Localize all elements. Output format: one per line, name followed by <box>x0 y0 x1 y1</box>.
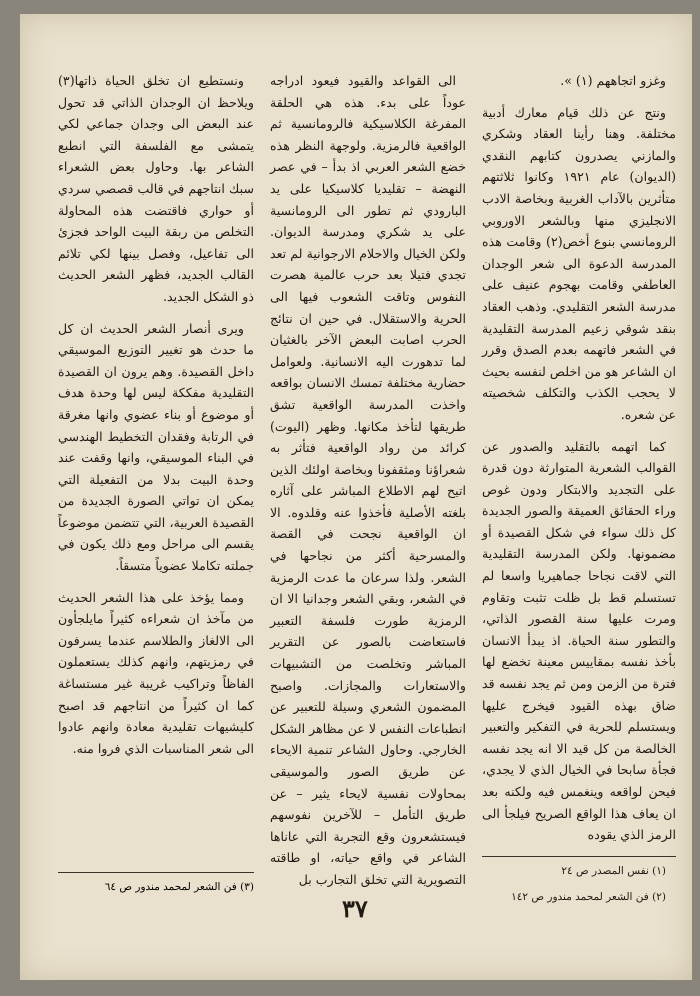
magazine-page <box>20 14 692 980</box>
paragraph: ومما يؤخذ على هذا الشعر الحديث من مآخذ ان شعراءه كثيراً مايلجأون الى الالغاز والطلاسم عندما يسرفون في رمزيتهم، وانهم كذلك يستعملون الفاظاً وتراكيب غريبة غير مستساغة كما ان كثيراً من انتاجهم قد اصبح كليشيهات تقليدية معادة وانهم عادوا الى شعر المناسبات الذي فروا منه. <box>58 589 254 756</box>
footnote-block-left <box>58 866 254 895</box>
text-column-right <box>482 70 676 915</box>
paragraph: ويرى أنصار الشعر الحديث ان كل ما حدث هو تغيير التوزيع الموسيقي داخل القصيدة. وهم يرون ان القصيدة التقليدية مفككة ليس لها وحدة هدف أو موضوع أو بناء عضوي وانها مغرقة في الرتابة وفقدان التخطيط الهندسي في البناء الموسيقي، وانها وقفت عند وحدة البيت بدلا من التفعيلة التي يمكن ان تواتي الصورة الجديدة من القصيدة العربية، التي تتضمن موضوعاً يقسم الى مراحل ومع ذلك يكون في جملته تكاملا عضوياً متسقاً. <box>58 320 254 574</box>
text-column-left <box>58 70 254 769</box>
text-column-middle <box>270 70 466 901</box>
footnote-divider <box>482 856 676 857</box>
footnote: (٣) فن الشعر لمحمد مندور ص ٦٤ <box>104 881 254 893</box>
footnote: (١) نفس المصدر ص ٢٤ <box>561 864 666 877</box>
paragraph: الى القواعد والقيود فيعود ادراجه عوداً على بدء. هذه هي الحلقة المفرغة الكلاسيكية فالرومانسية ثم الواقعية فالرمزية. ولوجهة النظر هذه خضع الشعر العربي اذ بدأ – في عصر النهضة – تقليديا كلاسيكيا على يد البارودي ثم تطور الى الرومانسية على يد شكري ومدرسة الديوان. ولكن الخيال والاحلام الارجوانية لم تعد تجدي فتيلا بعد حرب عالمية هصرت النفوس وتاقت الشعوب فيها الى الحرية والاستقلال. في حين ان نتائج الحرب اصابت البعض الآخر بالغثيان لما تدهورت اليه الانسانية. ولعوامل حضارية مختلفة تمسك الانسان بواقعه واخذت المدرسة الواقعية تشق طريقها لتأخذ مكانها. وظهر (اليوت) كرائد من رواد الواقعية فتأثر به شعراؤنا ومثقفونا وبخاصة اولئك الذين اتيح لهم الاطلاع المباشر على آثاره بلغته الأصلية فأخذوا عنه وقلدوه. الا ان الواقعية نجحت في القصة والمسرحية أكثر من نجاحها في الشعر. ولذا سرعان ما عدت الرمزية في الشعر، وبقي الشعر وجدانيا الا ان الرمزية طورت فلسفة التعبير فاستعاضت بالصور عن التقرير المباشر وتخلصت من التشبيهات والاستعارات والمجازات. واصبح المضمون الشعري وسيلة للتعبير عن انطباعات النفس لا عن مظاهر الشكل الخارجي. وحاول الشاعر تنمية الايحاء عن طريق الصور والموسيقى بمحاولات نفسية لايحاء يثير – عن طريق التأمل – للآخرين نفوسهم فيستشعرون وقع التجربة التي عاناها الشاعر في واقع حياته، او طاقته التصويرية التي تخلق التجارب بل <box>270 73 466 887</box>
paragraph: كما اتهمه بالتقليد والصدور عن القوالب الشعرية المتوارثة دون قدرة على التجديد والابتكار ودون غوص وراء الحقائق العميقة والصور الجديدة كل ذلك سواء في شكل القصيدة أو مضمونها. ولكن المدرسة التقليدية التي لاقت نجاحا جماهيريا واسعا لم تستسلم قط بل ظلت تثبت وتقاوم ومرت عليها سنة القصور الذاتي، والتطور سنة الحياة. اذ يبدأ الانسان بأخذ نفسه بمقاييس معينة تخضع لها فترة من الزمن ومن ثم يجد نفسه قد ضاق بهذه القيود فيخرج عليها ويستسلم للحرية في التفكير والتعبير الخالصة من كل قيد الا انه يجد نفسه فجأة سابحا في الخيال الذي لا يجدي، فيحن لواقعه وينغمس فيه ولكنه بعد ان يعاف هذا الواقع الصريح فيلجأ الى الرمز الذي يقوده <box>482 438 676 843</box>
paragraph: وغزو اتجاههم (١) ». <box>560 73 666 88</box>
paragraph: ونتج عن ذلك قيام معارك أدبية مختلفة. وهنا رأينا العقاد وشكري والمازني يصدرون كتابهم النقدي (الديوان) عام ١٩٢١ وكانوا ثلاثتهم متأثرين بالآداب الغربية وبخاصة الادب الانجليزي منها وبالشعر الاوروبي الرومانسي بنوع أخص(٢) وقامت هذه المدرسة الدعوة الى شعر الوجدان العاطفي وقامت بهجوم عنيف على مدرسة الشعر التقليدي. وذهب العقاد بنقد شوقي زعيم المدرسة التقليدية في الشعر فاتهمه بعدم الصدق وقرر ان الشاعر هو من اخلص لنفسه بحيث لا يحجب الكذب والتكلف شخصيته عن شعره. <box>482 104 676 422</box>
footnote: (٢) فن الشعر لمحمد مندور ص ١٤٢ <box>511 890 666 903</box>
footnote-divider <box>58 872 254 873</box>
page-number: ٣٧ <box>342 894 368 923</box>
paragraph: ونستطيع ان تخلق الحياة ذاتها(٣) ويلاحظ ان الوجدان الذاتي قد تحول عند البعض الى وجدان جماعي لكي يتمشى مع الفلسفة التي انطبع الشاعر بها. وحاول بعض الشعراء سبك انتاجهم في قالب قصصي سردي أو حواري فاقتضت هذه المحاولة التخلص من ربقة البيت الواحد فجزئ الى تفاعيل، وفصل بينها لكي تلائم القالب الجديد، فظهر الشعر الحديث ذو الشكل الجديد. <box>58 73 254 304</box>
